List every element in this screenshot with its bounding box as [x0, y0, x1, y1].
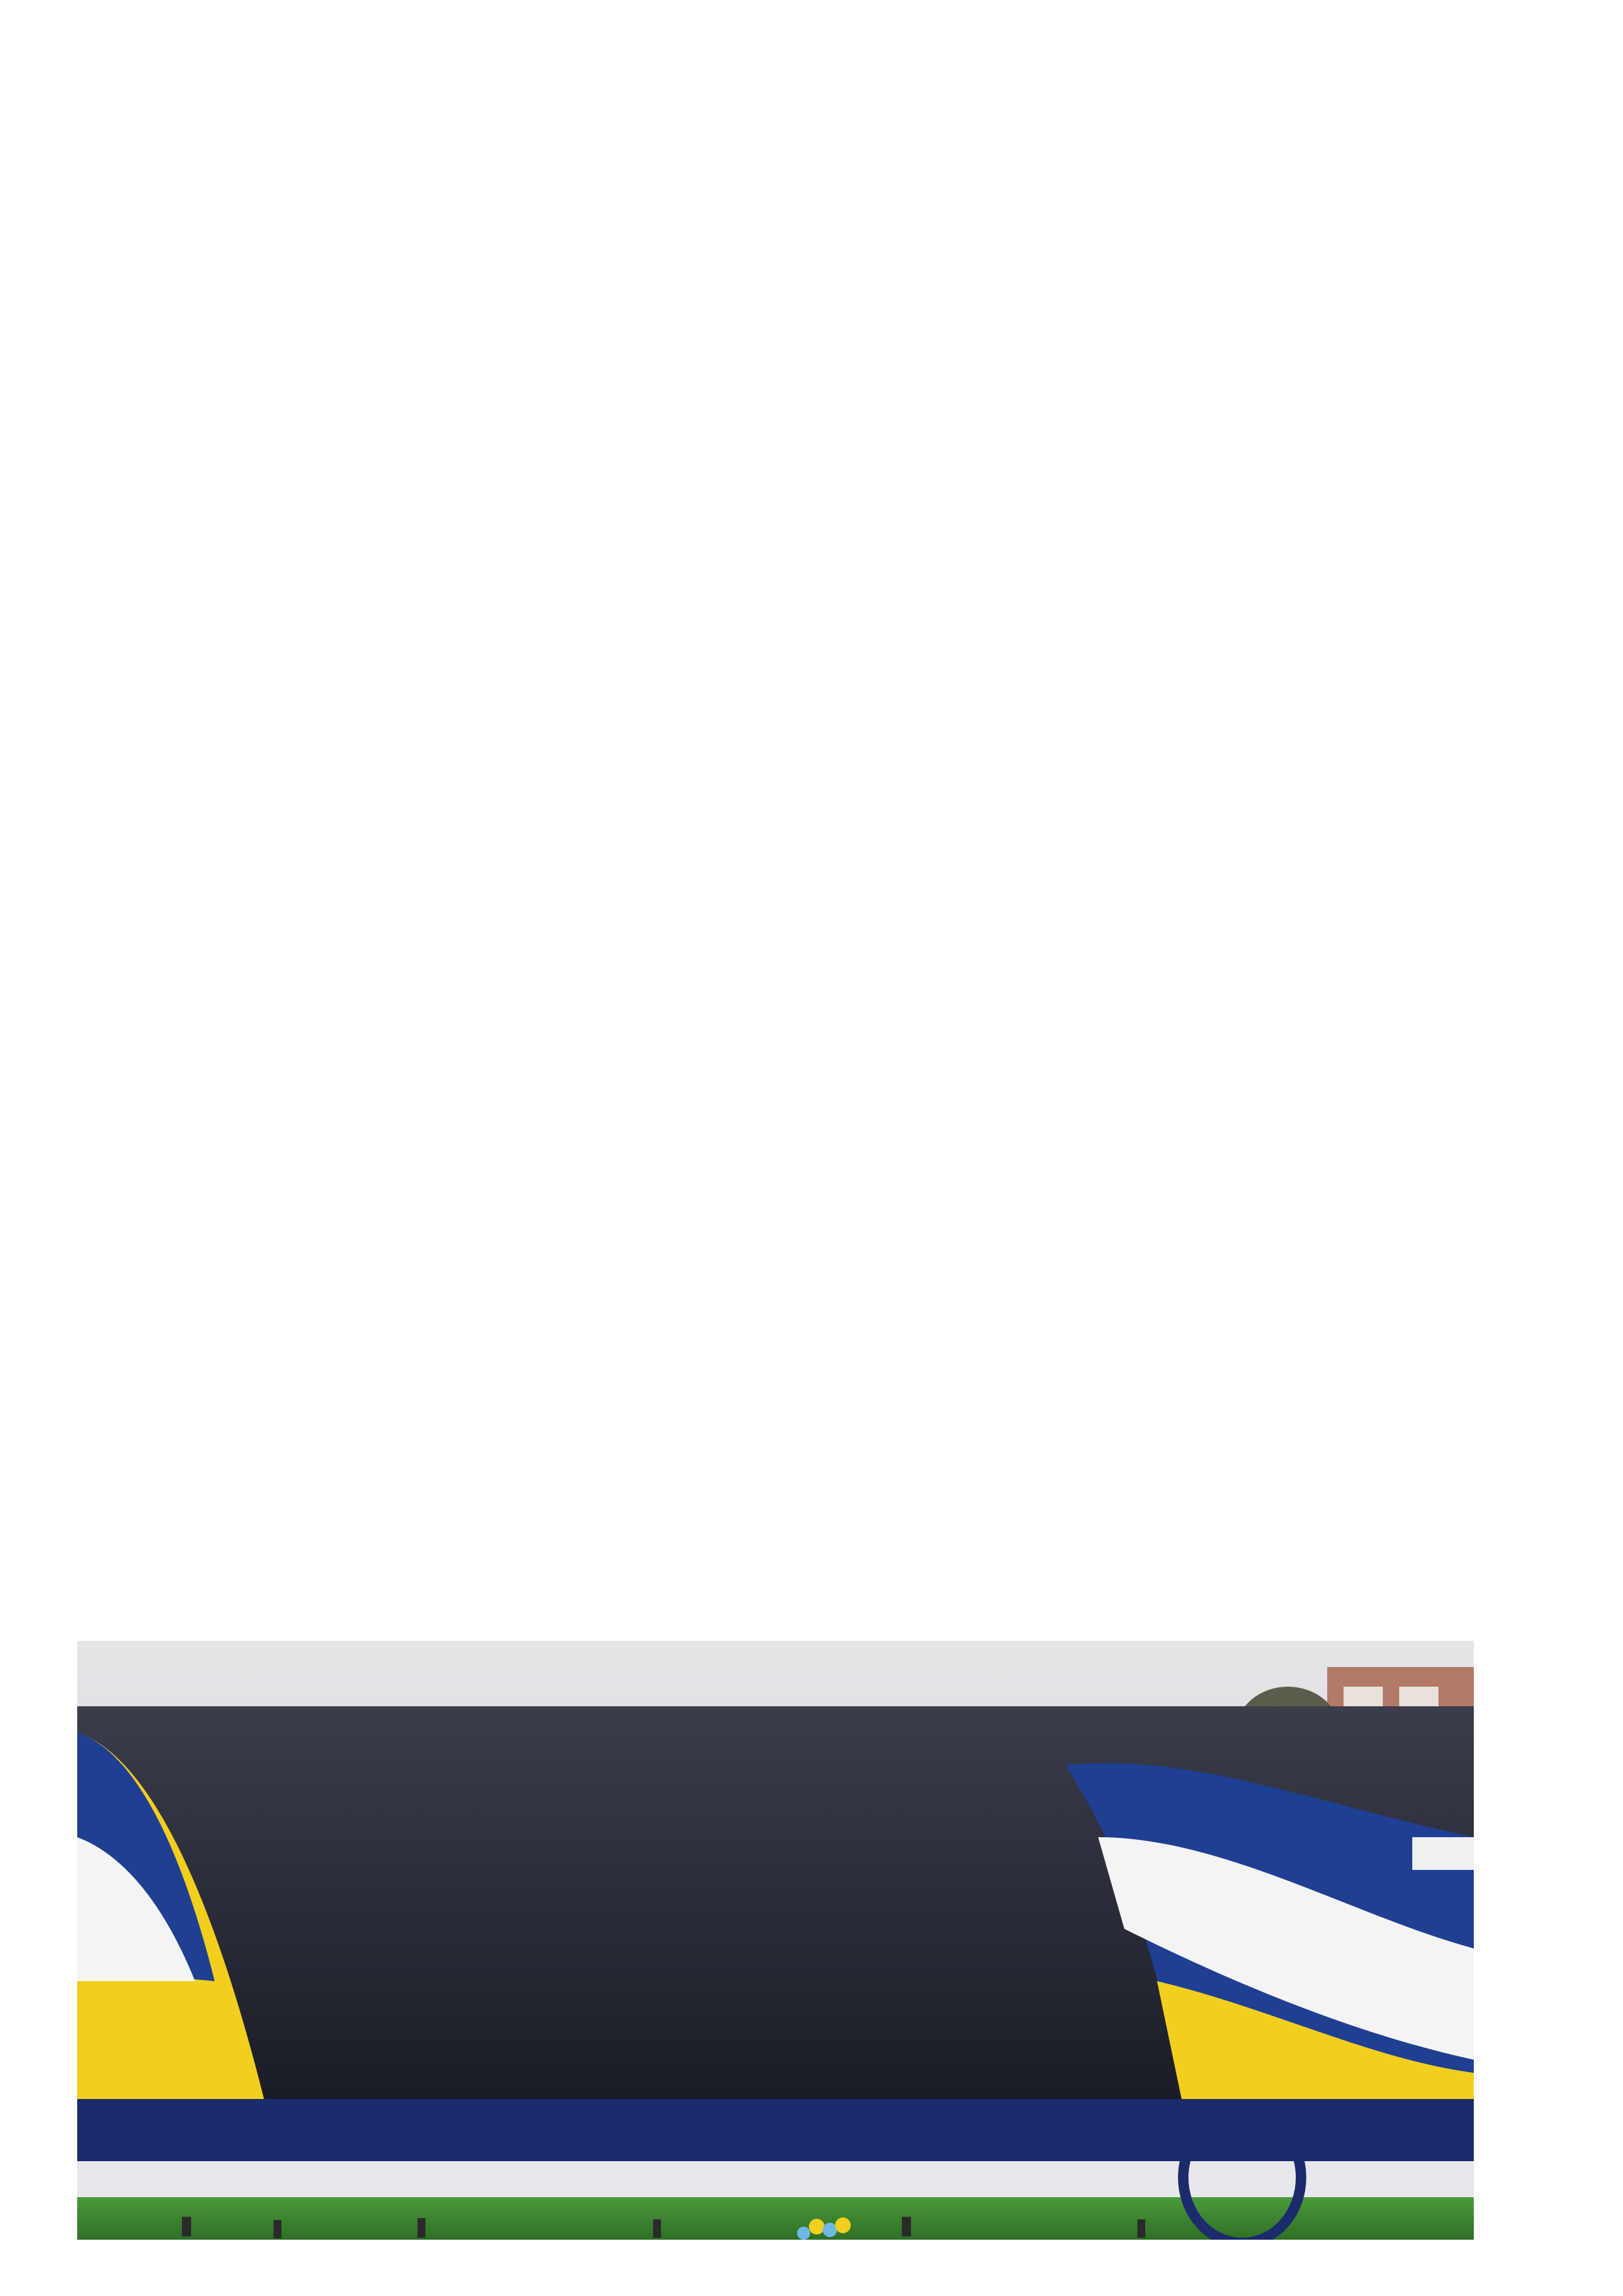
stadium-choreography-photo [77, 1641, 1474, 2240]
main-banner-bg [77, 2099, 1474, 2161]
bottom-sponsor-strip [77, 2161, 1474, 2197]
stadium-photo-svg [77, 1641, 1474, 2240]
side-sign-board [1412, 1837, 1474, 1870]
